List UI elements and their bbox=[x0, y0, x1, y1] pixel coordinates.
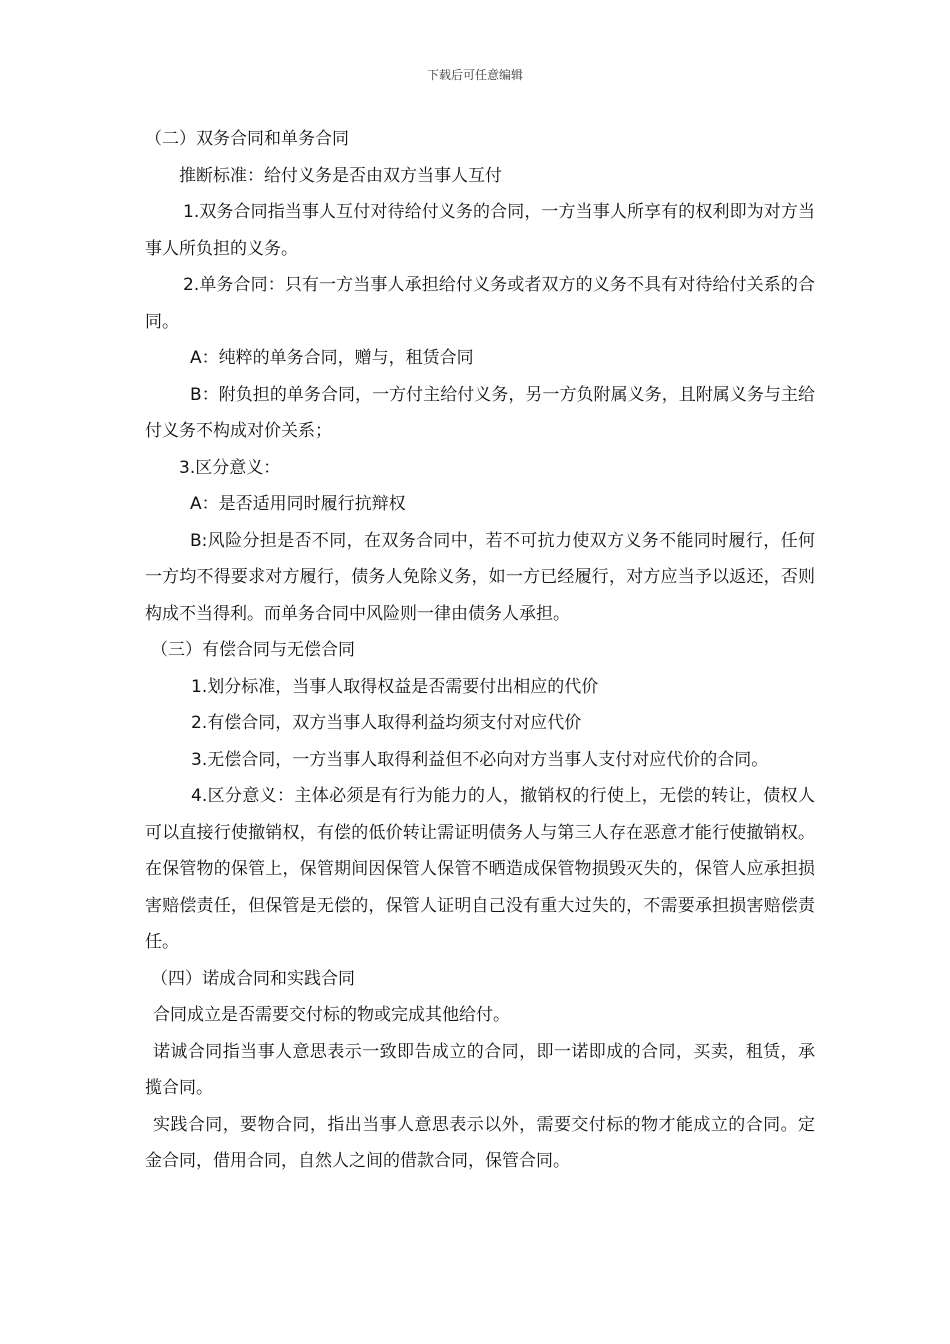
paragraph: 3.区分意义： bbox=[179, 457, 281, 478]
paragraph: 4.区分意义：主体必须是有行为能力的人，撤销权的行使上，无偿的转让，债权人可以直接行使撤销权，有偿的低价转让需证明债务人与第三人存在恶意才能行使撤销权。在保管物的保管上，保管期间因保管人保管不晒造成保管物损毁灭失的，保管人应承担损害赔偿责任，但保管是无偿的，保管人证明自己没有重大过失的，不需要承担损害赔偿责任。 bbox=[145, 786, 815, 952]
document-body bbox=[145, 121, 815, 1180]
paragraph: A：是否适用同时履行抗辩权 bbox=[190, 494, 406, 514]
paragraph: 1.双务合同指当事人互付对待给付义务的合同，一方当事人所享有的权利即为对方当事人所负担的义务。 bbox=[145, 202, 815, 259]
paragraph: 2.有偿合同，双方当事人取得利益均须支付对应代价 bbox=[191, 713, 582, 733]
paragraph: 诺诚合同指当事人意思表示一致即告成立的合同，即一诺即成的合同，买卖，租赁，承揽合同。 bbox=[145, 1041, 815, 1098]
paragraph: 推断标准：给付义务是否由双方当事人互付 bbox=[179, 165, 502, 186]
paragraph: 2.单务合同：只有一方当事人承担给付义务或者双方的义务不具有对待给付关系的合同。 bbox=[145, 275, 815, 332]
page-header: 下载后可任意编辑 bbox=[426, 68, 523, 82]
section-heading-onerous: （三）有偿合同与无偿合同 bbox=[151, 640, 355, 660]
section-heading-consensual: （四）诺成合同和实践合同 bbox=[151, 968, 355, 989]
section-heading-bilateral: （二）双务合同和单务合同 bbox=[145, 129, 349, 149]
paragraph: A：纯粹的单务合同，赠与，租赁合同 bbox=[190, 348, 474, 368]
paragraph: B：附负担的单务合同，一方付主给付义务，另一方负附属义务，且附属义务与主给付义务不构成对价关系； bbox=[145, 384, 815, 441]
paragraph: 1.划分标准，当事人取得权益是否需要付出相应的代价 bbox=[191, 676, 599, 697]
paragraph: 合同成立是否需要交付标的物或完成其他给付。 bbox=[153, 1005, 510, 1025]
paragraph: 3.无偿合同，一方当事人取得利益但不必向对方当事人支付对应代价的合同。 bbox=[191, 749, 769, 770]
paragraph: B:风险分担是否不同，在双务合同中，若不可抗力使双方义务不能同时履行，任何一方均不得要求对方履行，债务人免除义务，如一方已经履行，对方应当予以返还，否则构成不当得利。而单务合同中风险则一律由债务人承担。 bbox=[145, 530, 815, 624]
paragraph: 实践合同，要物合同，指出当事人意思表示以外，需要交付标的物才能成立的合同。定金合同，借用合同，自然人之间的借款合同，保管合同。 bbox=[145, 1114, 815, 1171]
